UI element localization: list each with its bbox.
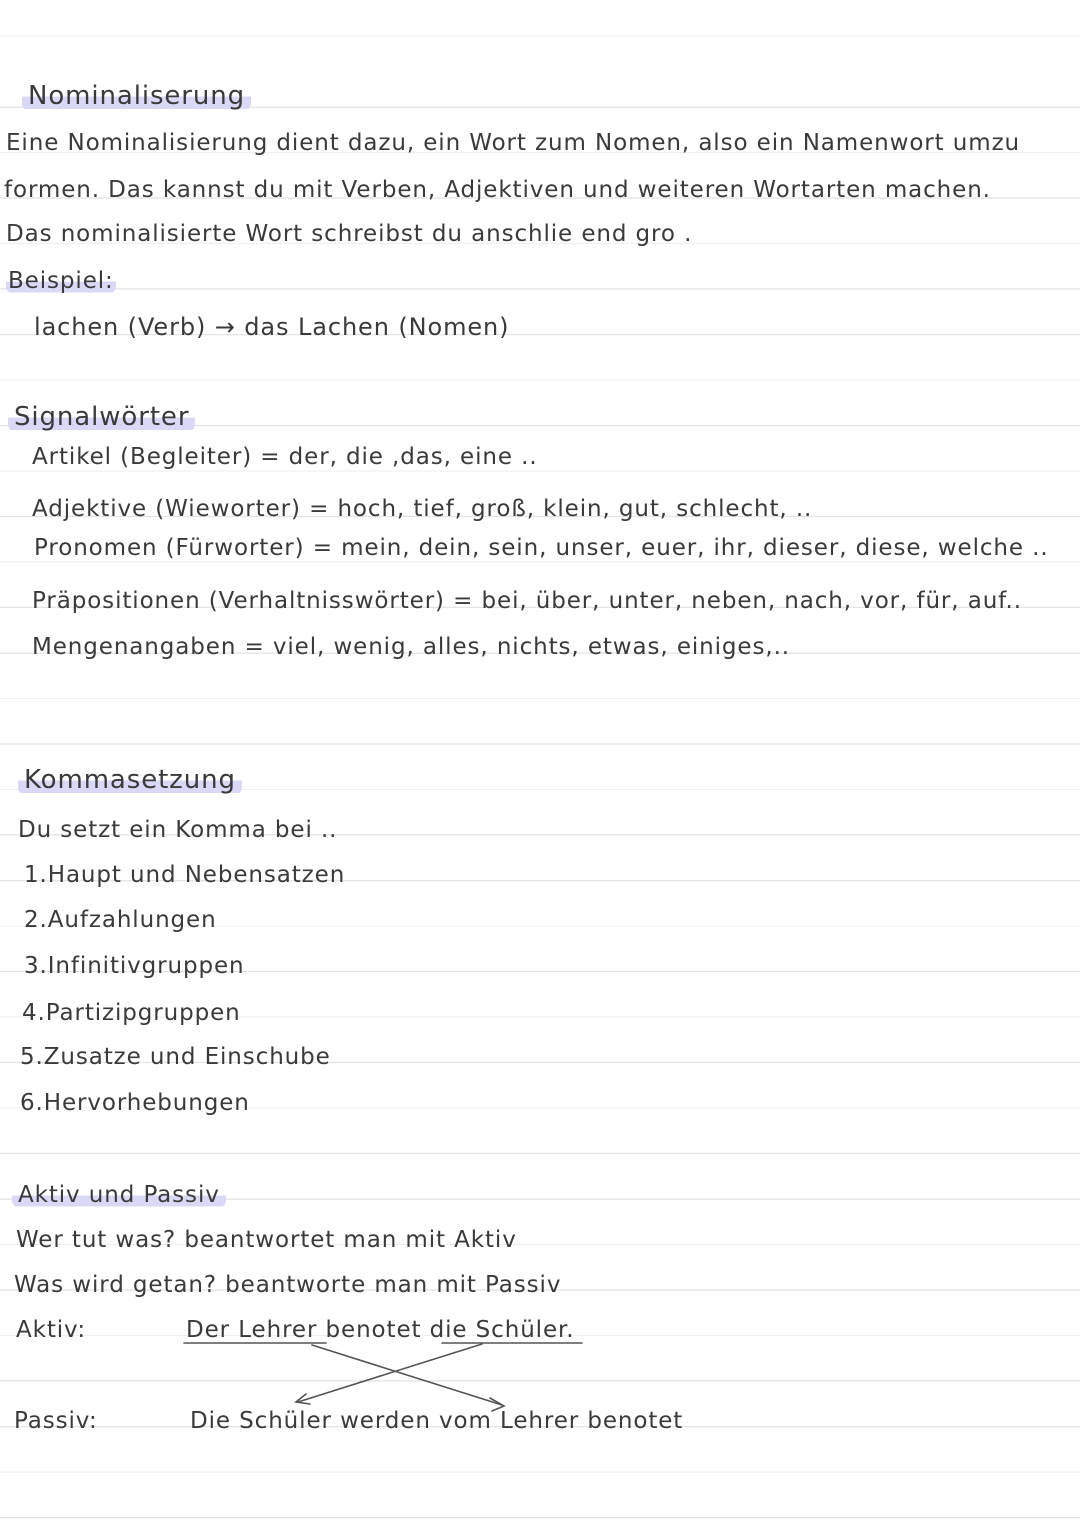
signalwort-adjektive: Adjektive (Wieworter) = hoch, tief, groß, klein, gut, schlecht, .. <box>32 496 813 522</box>
aktiv-sentence: Der Lehrer benotet die Schüler. <box>186 1317 575 1343</box>
heading-text: Kommasetzung <box>18 765 242 795</box>
komma-item-2: 2.Aufzahlungen <box>24 907 217 933</box>
subject-arrow-line <box>312 1345 502 1405</box>
heading-text: Aktiv und Passiv <box>12 1182 226 1208</box>
paragraph-line-1: Eine Nominalisierung dient dazu, ein Wort zum Nomen, also ein Namenwort umzu <box>6 130 1021 156</box>
passiv-label: Passiv: <box>14 1408 98 1434</box>
signalwort-pronomen: Pronomen (Fürworter) = mein, dein, sein, unser, euer, ihr, dieser, diese, welche .. <box>34 535 1049 561</box>
komma-item-3: 3.Infinitivgruppen <box>24 953 245 979</box>
paragraph-line-3: Das nominalisierte Wort schreibst du anschlie end gro . <box>6 221 693 247</box>
aktiv-passiv-line-2: Was wird getan? beantworte man mit Passiv <box>14 1272 562 1298</box>
komma-item-1: 1.Haupt und Nebensatzen <box>24 862 346 888</box>
paragraph-line-2: formen. Das kannst du mit Verben, Adjektiven und weiteren Wortarten machen. <box>4 177 991 203</box>
komma-item-6: 6.Hervorhebungen <box>20 1090 250 1116</box>
signalwort-mengenangaben: Mengenangaben = viel, wenig, alles, nichts, etwas, einiges,.. <box>32 634 790 660</box>
komma-item-5: 5.Zusatze und Einschube <box>20 1044 331 1070</box>
signalwort-praepositionen: Präpositionen (Verhaltnisswörter) = bei, über, unter, neben, nach, vor, für, auf.. <box>32 588 1022 614</box>
object-arrow-line <box>298 1344 482 1402</box>
beispiel-label-text: Beispiel: <box>8 268 114 294</box>
komma-item-4: 4.Partizipgruppen <box>22 1000 241 1026</box>
aktiv-label: Aktiv: <box>16 1317 86 1343</box>
signalwort-artikel: Artikel (Begleiter) = der, die ,das, eine .. <box>32 444 538 470</box>
passiv-sentence: Die Schüler werden vom Lehrer benotet <box>190 1408 684 1434</box>
aktiv-passiv-line-1: Wer tut was? beantwortet man mit Aktiv <box>16 1227 517 1253</box>
heading-text: Nominaliserung <box>22 81 251 111</box>
heading-text: Signalwörter <box>8 402 195 432</box>
beispiel-text: lachen (Verb) → das Lachen (Nomen) <box>34 313 510 341</box>
komma-intro: Du setzt ein Komma bei .. <box>18 817 338 843</box>
subject-arrow-head <box>490 1398 504 1411</box>
